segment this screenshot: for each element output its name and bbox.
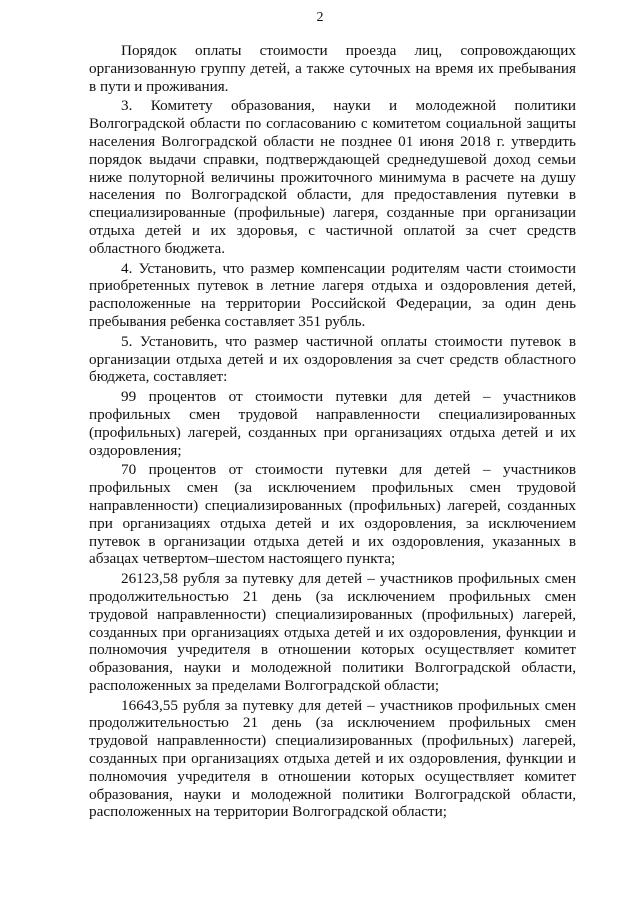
paragraph-99-percent: 99 процентов от стоимости путевки для детей – участников профильных смен трудовой направленности специализированных (профильных) лагерей, созданных при организациях отдыха детей и их оздоровления; — [89, 388, 576, 459]
paragraph-payment-order: Порядок оплаты стоимости проезда лиц, сопровождающих организованную группу детей, а также суточных на время их пребывания в пути и проживания. — [89, 42, 576, 95]
paragraph-item-4: 4. Установить, что размер компенсации родителям части стоимости приобретенных путевок в летние лагеря отдыха и оздоровления детей, расположенные на территории Российской Федерации, за один день пребывания ребенка составляет 351 рубль. — [89, 259, 576, 330]
document-body — [89, 42, 576, 823]
paragraph-item-3: 3. Комитету образования, науки и молодежной политики Волгоградской области по согласованию с комитетом социальной защиты населения Волгоградской области не позднее 01 июня 2018 г. утвердить порядок выдачи справки, подтверждающей среднедушевой доход семьи ниже полуторной величины прожиточного минимума в расчете на душу населения по Волгоградской области, для предоставления путевки в специализированные (профильные) лагеря, созданные при организации отдыха детей и их здоровья, с частичной оплатой за счет средств областного бюджета. — [89, 97, 576, 257]
paragraph-item-5: 5. Установить, что размер частичной оплаты стоимости путевок в организации отдыха детей и их оздоровления за счет средств областного бюджета, составляет: — [89, 332, 576, 386]
paragraph-70-percent: 70 процентов от стоимости путевки для детей – участников профильных смен (за исключением профильных смен трудовой направленности) специализированных (профильных) лагерей, созданных при организациях отдыха детей и их оздоровления, за исключением путевок в организации отдыха детей и их оздоровления, указанных в абзацах четвертом–шестом настоящего пункта; — [89, 461, 576, 568]
paragraph-26123-rubles: 26123,58 рубля за путевку для детей – участников профильных смен продолжительностью 21 день (за исключением профильных смен трудовой направленности) специализированных (профильных) лагерей, созданных при организациях отдыха детей и их оздоровления, функции и полномочия учредителя в отношении которых осуществляет комитет образования, науки и молодежной политики Волгоградской области, расположенных за пределами Волгоградской области; — [89, 570, 576, 694]
paragraph-16643-rubles: 16643,55 рубля за путевку для детей – участников профильных смен продолжительностью 21 день (за исключением профильных смен трудовой направленности) специализированных (профильных) лагерей, созданных при организациях отдыха детей и их оздоровления, функции и полномочия учредителя в отношении которых осуществляет комитет образования, науки и молодежной политики Волгоградской области, расположенных на территории Волгоградской области; — [89, 696, 576, 821]
page-number: 2 — [316, 10, 324, 25]
